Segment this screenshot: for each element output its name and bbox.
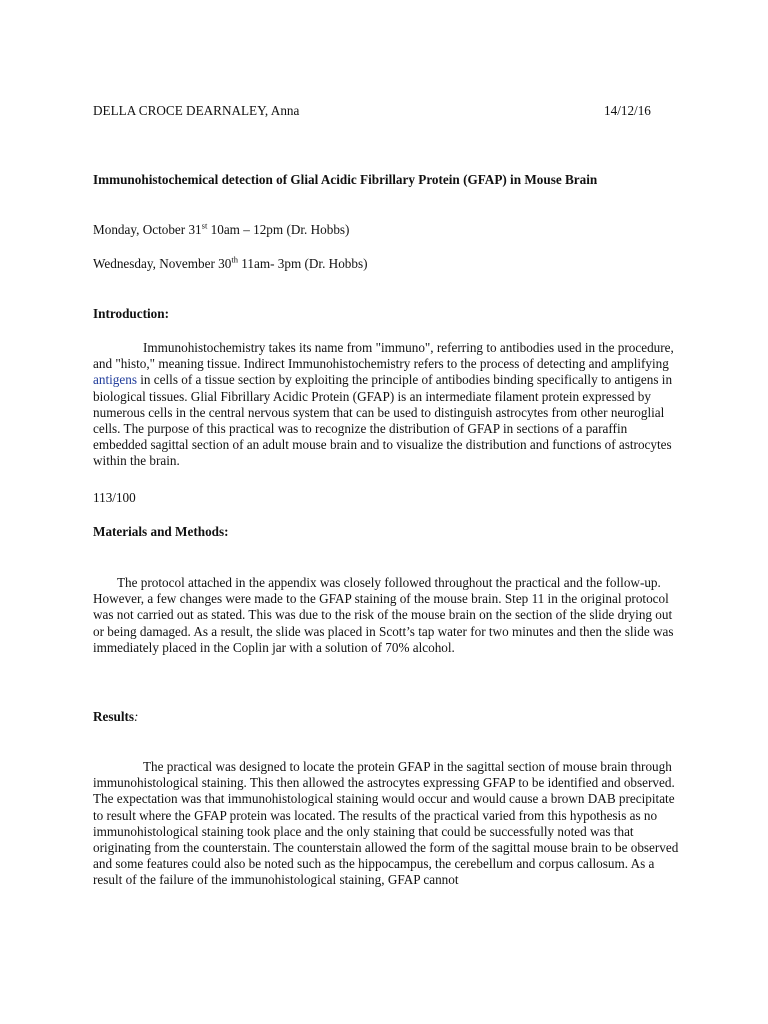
results-heading: Results: [93, 709, 139, 724]
session-date-1: Monday, October 31st 10am – 12pm (Dr. Hobbs) [93, 220, 350, 237]
introduction-heading: Introduction: [93, 306, 169, 321]
methods-paragraph: The protocol attached in the appendix was closely followed throughout the practical and the follow-up. However, a few changes were made to the GFAP staining of the mouse brain. Step 11 in the original protocol was not carried out as stated. This was due to the risk of the mouse brain on the section of the slide drying out or being damaged. As a result, the slide was placed in Scott’s tap water for two minutes and then the slide was immediately placed in the Coplin jar with a solution of 70% alcohol. [93, 575, 674, 655]
methods-heading: Materials and Methods: [93, 524, 229, 539]
introduction-paragraph: Immunohistochemistry takes its name from "immuno", referring to antibodies used in the procedure, and "histo," meaning tissue. Indirect Immunohistochemistry refers to the process of detecting and amplifying antigens in cells of a tissue section by exploiting the principle of antibodies binding specifically to antigens in biological tissues. Glial Fibrillary Acidic Protein (GFAP) is an intermediate filament protein expressed by numerous cells in the central nervous system that can be used to distinguish astrocytes from other neuroglial cells. The purpose of this practical was to recognize the distribution of GFAP in sections of a paraffin embedded sagittal section of an adult mouse brain and to visualize the distribution and functions of astrocytes within the brain. [93, 340, 674, 469]
word-count: 113/100 [93, 490, 136, 505]
author-name: DELLA CROCE DEARNALEY, Anna [93, 103, 300, 118]
antigens-link[interactable]: antigens [93, 372, 137, 388]
results-paragraph: The practical was designed to locate the protein GFAP in the sagittal section of mouse brain through immunohistological staining. This then allowed the astrocytes expressing GFAP to be identified and observed. The expectation was that immunohistological staining would occur and would cause a brown DAB precipitate to result where the GFAP protein was located. The results of the practical varied from this hypothesis as no immunohistological staining took place and the only staining that could be successfully noted was that originating from the counterstain. The counterstain allowed the form of the sagittal mouse brain to be observed and some features could also be noted such as the hippocampus, the cerebellum and corpus callosum. As a result of the failure of the immunohistological staining, GFAP cannot [93, 759, 679, 888]
report-title: Immunohistochemical detection of Glial Acidic Fibrillary Protein (GFAP) in Mouse Brain [93, 172, 598, 187]
report-date: 14/12/16 [604, 103, 651, 118]
session-date-2: Wednesday, November 30th 11am- 3pm (Dr. Hobbs) [93, 254, 368, 271]
